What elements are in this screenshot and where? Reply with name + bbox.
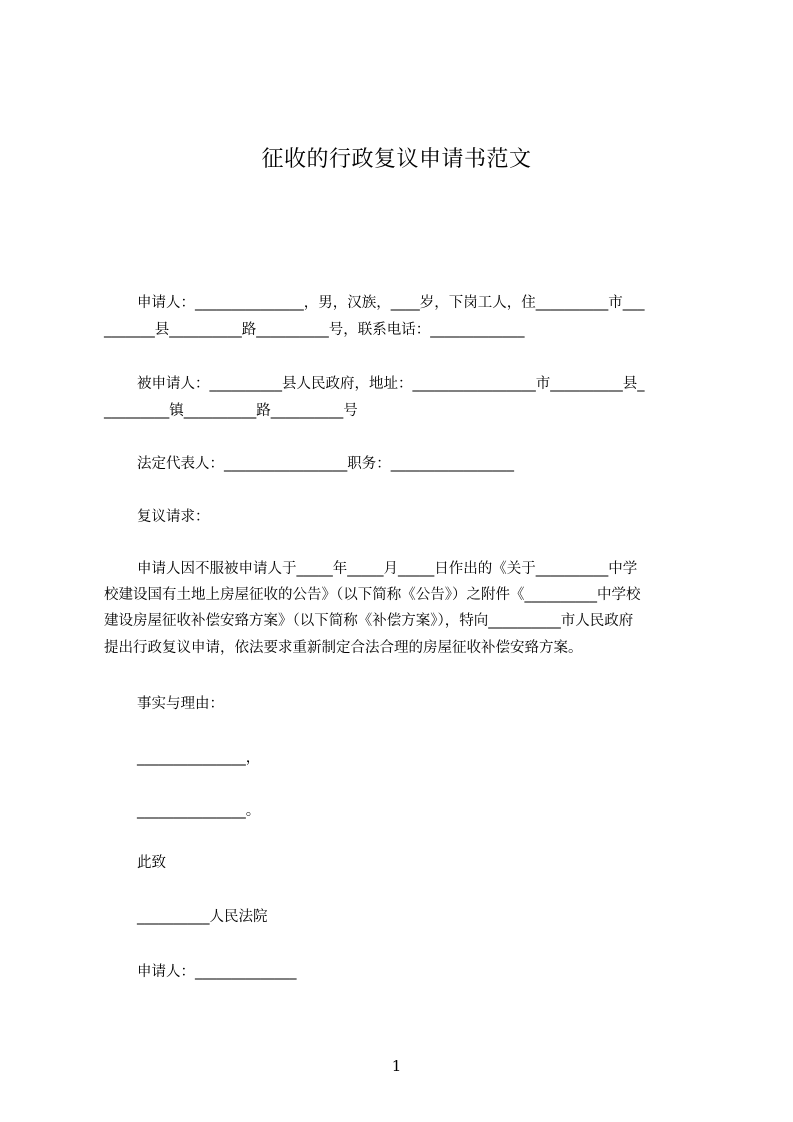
facts-blank-2: _______________。 — [137, 803, 261, 819]
respondent-line-1: 被申请人：__________县人民政府，地址：_________________市__________县_ — [137, 376, 645, 392]
request-line-4: 提出行政复议申请，依法要求重新制定合法合理的房屋征收补偿安臵方案。 — [104, 640, 583, 656]
applicant-line-2: _______县__________路__________号，联系电话：_____________ — [104, 322, 525, 338]
closing-salutation: 此致 — [137, 855, 166, 871]
facts-heading: 事实与理由： — [137, 696, 224, 712]
request-line-1: 申请人因不服被申请人于_____年_____月_____日作出的《关于__________中学 — [137, 561, 638, 577]
applicant-signature: 申请人：______________ — [137, 964, 297, 980]
request-line-3: 建设房屋征收补偿安臵方案》（以下简称《补偿方案》），特向__________市人民政府 — [104, 613, 634, 629]
applicant-line-1: 申请人：_______________，男，汉族，____岁，下岗工人，住__________市___ — [137, 295, 645, 311]
legal-representative-line: 法定代表人：_________________职务：_________________ — [137, 456, 514, 472]
request-line-2: 校建设国有土地上房屋征收的公告》（以下简称《公告》）之附件《__________中学校 — [104, 587, 641, 603]
respondent-line-2: _________镇__________路__________号 — [104, 403, 358, 419]
court-addressee: __________人民法院 — [137, 909, 268, 925]
page-number: 1 — [391, 1057, 402, 1075]
request-heading: 复议请求： — [137, 509, 210, 525]
facts-blank-1: _______________， — [137, 750, 261, 766]
document-title: 征收的行政复议申请书范文 — [261, 147, 532, 172]
